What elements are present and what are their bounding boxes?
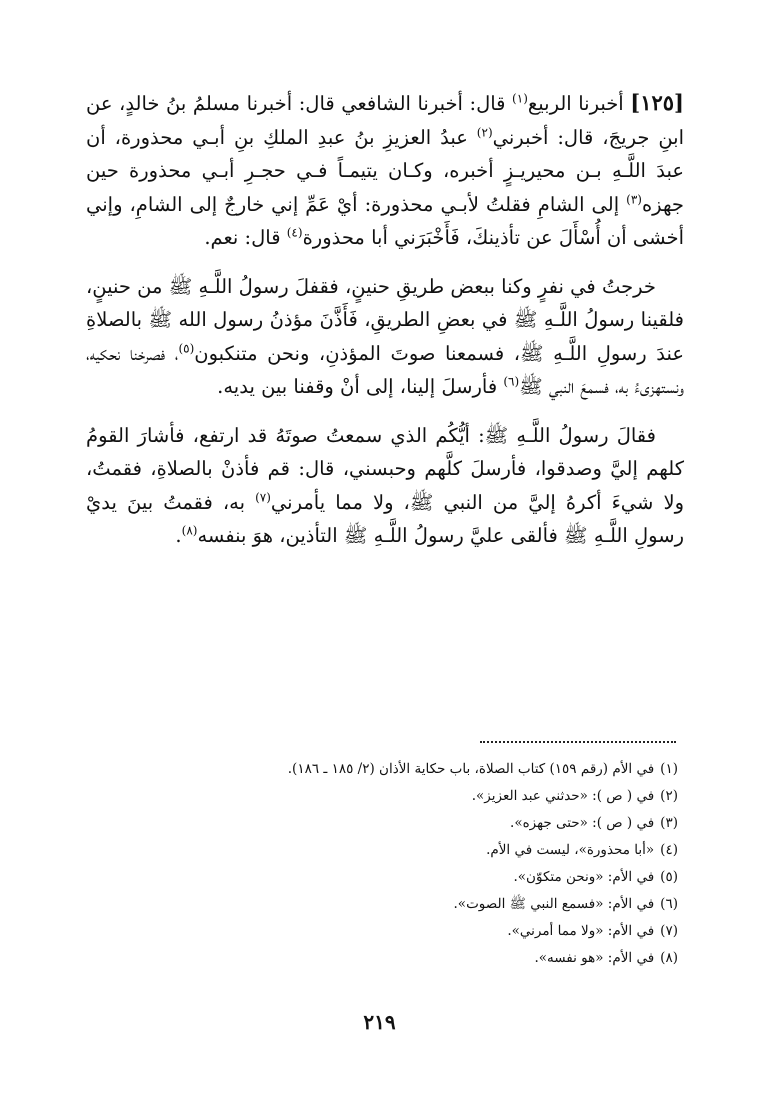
text-segment: عبدُ العزيزِ بنُ عبدِ الملكِ بنِ أبـي محذورة، أن عبدَ اللَّـهِ بـن محيريـزٍ أخبره، وكـان يتيمـاً فـي حجـرِ أبـي محذورة حين جهزه bbox=[86, 125, 684, 216]
footnote-text: في الأم (رقم ١٥٩) كتاب الصلاة، باب حكاية الأذان (٢/ ١٨٥ ـ ١٨٦). bbox=[287, 761, 655, 777]
text-segment: قال: نعم. bbox=[204, 226, 287, 249]
paragraph bbox=[86, 270, 684, 404]
text-segment: ، فصرخنا نحكيه، ونستهزىءُ به، فسمعَ النبي ﷺ bbox=[86, 341, 684, 398]
footnote bbox=[150, 864, 678, 891]
text-segment: أخبرنا الربيع bbox=[527, 92, 631, 115]
text-segment: به، فقمتُ بينَ يديْ رسولِ اللَّـهِ ﷺ فألقى عليَّ رسولُ اللَّـهِ ﷺ التأذين، هوَ بنفسه bbox=[86, 490, 684, 547]
footnote-number: (٧) bbox=[660, 923, 678, 939]
footnote-reference: (٨) bbox=[181, 523, 198, 538]
footnote-text: «أبا محذورة»، ليست في الأم. bbox=[486, 842, 655, 858]
main-text bbox=[86, 86, 684, 553]
footnote bbox=[150, 891, 678, 918]
footnote-number: (٢) bbox=[660, 788, 678, 804]
footnote-reference: (١) bbox=[512, 91, 528, 106]
footnote-reference: (٧) bbox=[255, 490, 271, 504]
footnote-text: في الأم: «فسمع النبي ﷺ الصوت». bbox=[453, 896, 655, 912]
footnote-reference: (٤) bbox=[286, 225, 303, 240]
footnote bbox=[150, 945, 678, 972]
footnote bbox=[150, 810, 678, 837]
footnote-text: في ( ص ): «حدثني عبد العزيز». bbox=[471, 788, 655, 804]
footnote-separator bbox=[480, 741, 676, 743]
footnote-reference: (٣) bbox=[626, 192, 642, 206]
footnote-text: في ( ص ): «حتى جهزه». bbox=[510, 815, 655, 831]
footnote-reference: (٦) bbox=[503, 374, 520, 389]
hadith-number: [١٢٥] bbox=[630, 90, 684, 115]
footnote-number: (١) bbox=[660, 761, 678, 777]
footnote-number: (٣) bbox=[660, 815, 678, 831]
text-segment: فقالَ رسولُ اللَّـهِ ﷺ: أيُّكُم الذي سمعتُ صوتَهُ قد ارتفع، فأشارَ القومُ كلهم إليَّ وصدقوا، فأرسلَ كلَّهم وحبسني، قال: قم فأذنْ بالصلاةِ، فقمتُ، ولا شيءَ أكرهُ إليَّ من النبي ﷺ، ولا مما يأمرني bbox=[86, 423, 684, 514]
footnote-number: (٥) bbox=[660, 869, 678, 885]
text-segment: خرجتُ في نفرٍ وكنا ببعض طريقِ حنينٍ، فقفلَ رسولُ اللَّـهِ ﷺ من حنينٍ، فلقينا رسولُ اللَّـهِ ﷺ في بعضِ الطريقِ، فَأَذَّنَ مؤذنُ رسول الله ﷺ بالصلاةِ عندَ رسولِ اللَّـهِ ﷺ، فسمعنا صوتَ المؤذنِ، ونحن متنكبون bbox=[86, 274, 684, 365]
text-segment: فأرسلَ إلينا، إلى أنْ وقفنا بين يديه. bbox=[217, 375, 504, 398]
footnotes bbox=[150, 756, 678, 972]
footnote bbox=[150, 783, 678, 810]
footnote-number: (٤) bbox=[660, 842, 678, 858]
footnote-text: في الأم: «هو نفسه». bbox=[534, 950, 655, 966]
footnote-reference: (٥) bbox=[178, 341, 195, 355]
text-segment: إلى الشامِ فقلتُ لأبـي محذورة: أيْ عَمِّ إني خارجٌ إلى الشامِ، وإني أخشى أن أُسْأَلَ عن تأذينكَ، فَأَخْبَرَني أبا محذورة bbox=[86, 192, 684, 249]
text-segment: قال: أخبرنا الشافعي قال: أخبرنا مسلمُ بنُ خالدٍ، عن ابنِ جريجَ، قال: أخبرني bbox=[86, 92, 685, 149]
footnote bbox=[150, 756, 678, 783]
paragraph bbox=[86, 86, 684, 255]
footnote bbox=[150, 837, 678, 864]
footnote-number: (٦) bbox=[660, 896, 678, 912]
footnote-reference: (٢) bbox=[476, 125, 493, 139]
page-number: ٢١٩ bbox=[363, 1010, 396, 1034]
footnote bbox=[150, 918, 678, 945]
text-segment: . bbox=[175, 524, 182, 547]
footnote-text: في الأم: «ولا مما أمرني». bbox=[507, 923, 655, 939]
footnote-text: في الأم: «ونحن متكوّن». bbox=[513, 869, 655, 885]
paragraph bbox=[86, 419, 684, 553]
footnote-number: (٨) bbox=[660, 950, 678, 966]
